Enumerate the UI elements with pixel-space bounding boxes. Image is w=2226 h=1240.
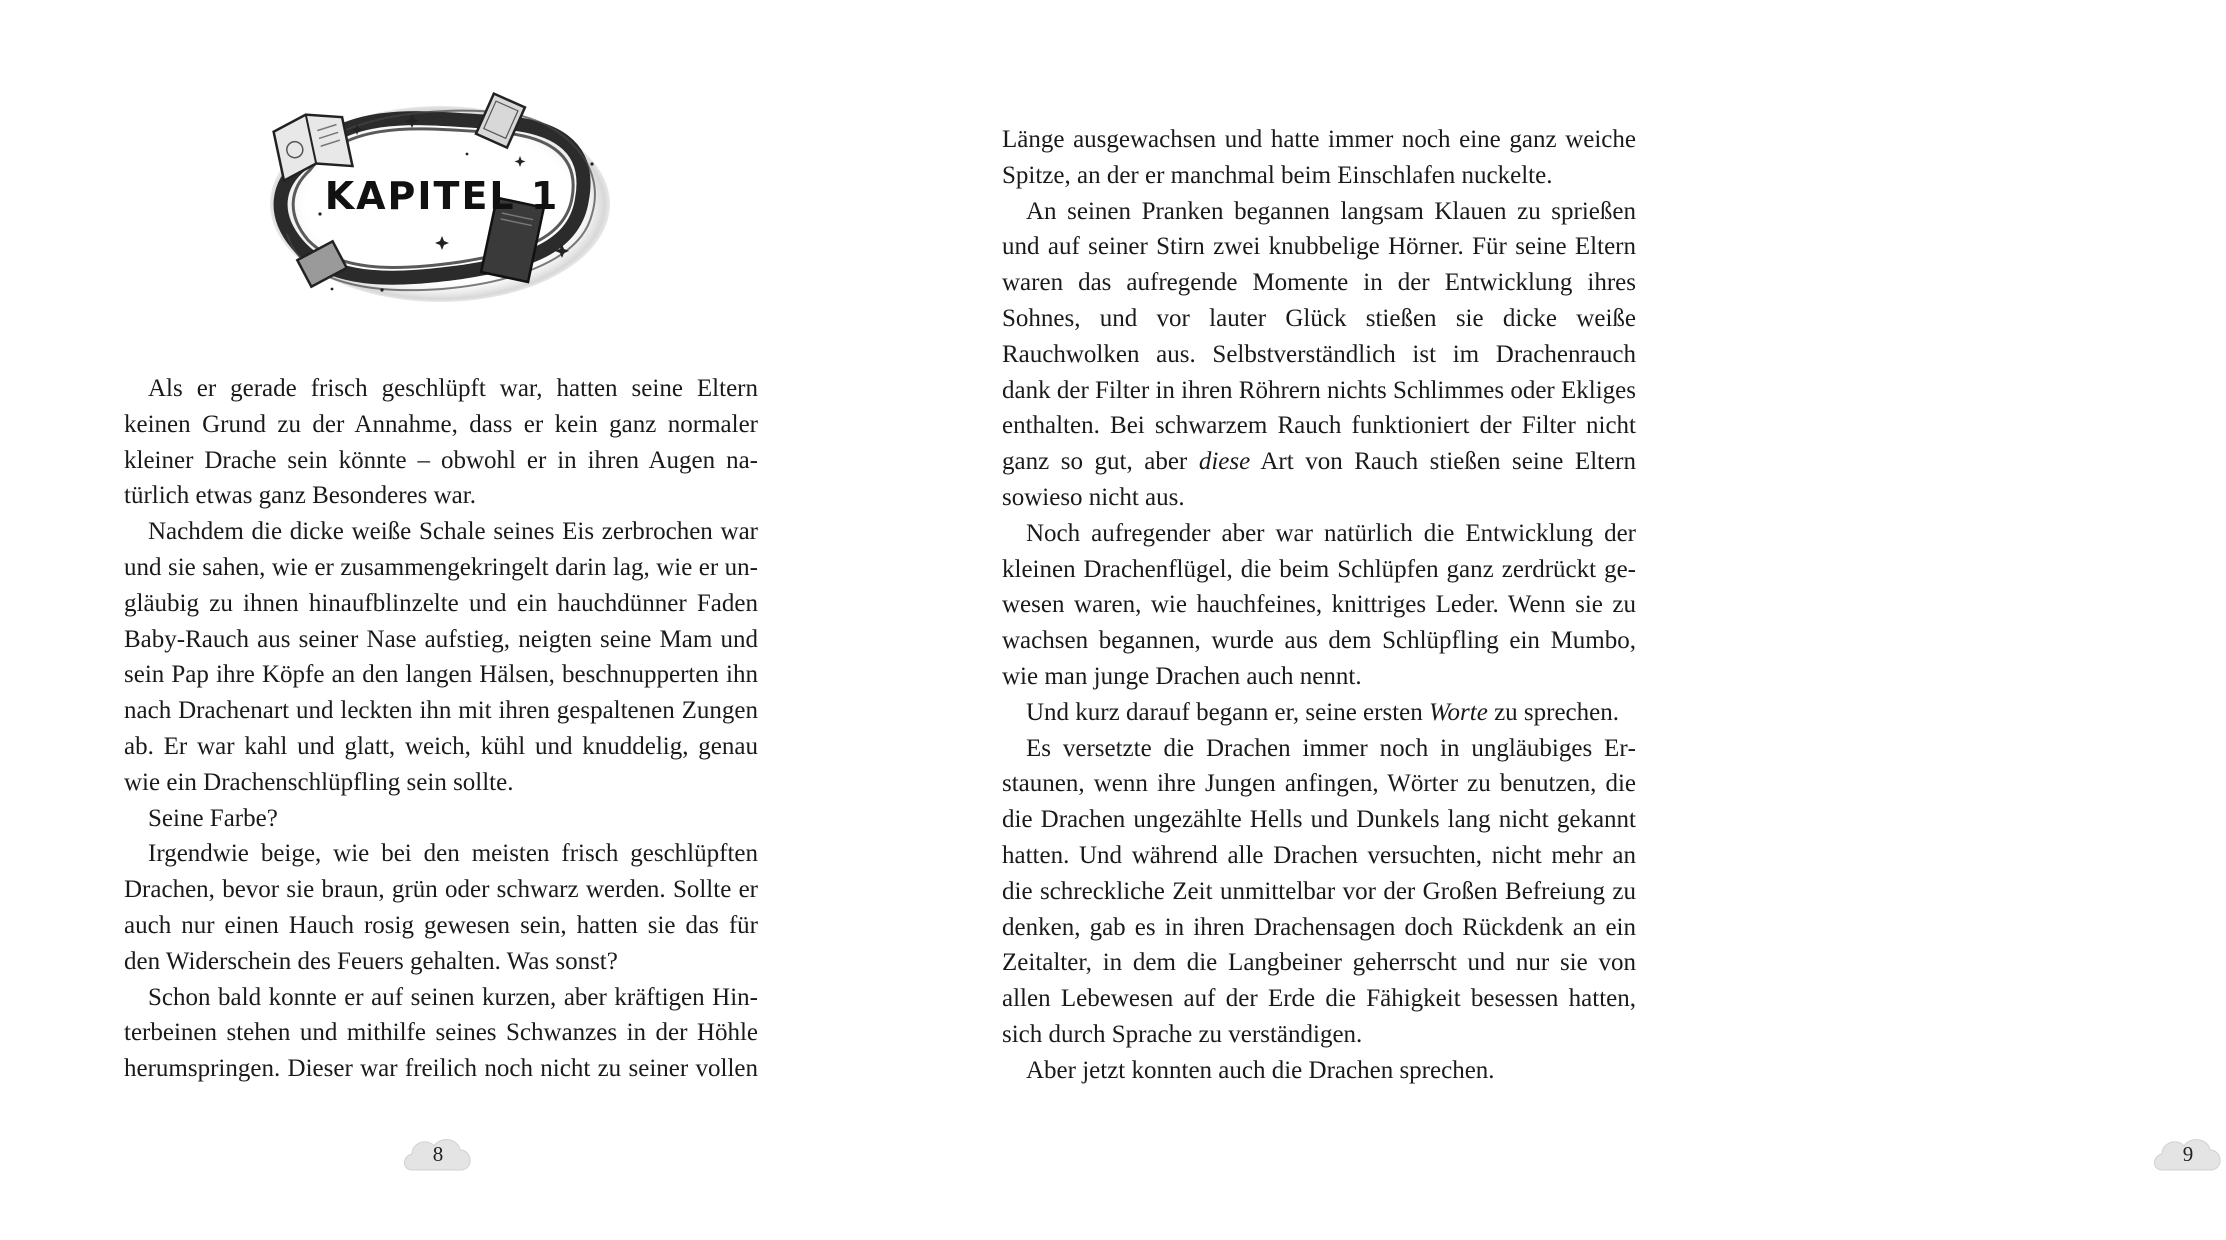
right-page [874,0,2194,1240]
paragraph: Irgendwie beige, wie bei den meisten frisch geschlüpften Drachen, bevor sie braun, grün oder schwarz werden. Sollte er auch nur einen Hauch rosig gewesen sein, hatten sie das für den Widerschein des Feuers gehalten. Was sonst? [124,840,758,975]
emphasis: diese [1198,448,1251,476]
paragraph [1002,194,1636,516]
paragraph: Nachdem die dicke weiße Schale seines Eis zerbrochen war und sie sahen, wie er zusammengekringelt darin lag, wie er ungläubig zu ihnen hinaufblinzelte und ein hauchdünner Faden Baby-Rauch aus seiner Nase aufstieg, neigten seine Mam und sein Pap ihre Köpfe an den langen Hälsen, beschnupperten ihn nach Drachenart und leckten ihn mit ihren gespaltenen Zungen ab. Er war kahl und glatt, weich, kühl und knuddelig, genau wie ein Drachenschlüpfling sein sollte. [124,518,758,796]
paragraph: Seine Farbe? [148,804,278,832]
paragraph-text: Und kurz darauf begann er, seine ersten [1026,698,1429,726]
paragraph-text: zu sprechen. [1487,698,1620,726]
page-number: 8 [432,1142,444,1166]
left-text-column [124,371,758,1087]
paragraph [1002,695,1636,731]
paragraph: Schon bald konnte er auf seinen kurzen, aber kräftigen Hinterbeinen stehen und mithilfe seines Schwanzes in der Höhle herumspringen. Dieser war freilich noch nicht zu seiner vollen [124,983,758,1083]
paragraph-text: Art von Rauch stießen seine Eltern sowieso nicht aus. [1002,448,1637,511]
left-page [0,0,874,1240]
paragraph: Es versetzte die Drachen immer noch in ungläubiges Erstaunen, wenn ihre Jungen anfingen, Wörter zu benutzen, die die Drachen ungezählte Hells und Dunkels lang nicht gekannt hatten. Und während alle Drachen versuchten, nicht mehr an die schreckliche Zeit unmittelbar vor der Großen Befreiung zu denken, gab es in ihren Drachensagen doch Rückdenk an ein Zeitalter, in dem die Langbeiner geherrscht und nur sie von allen Lebewesen auf der Erde die Fähigkeit besessen hatten, sich durch Sprache zu verständigen. [1002,734,1636,1048]
page-number-left [400,1130,476,1180]
right-text-column [1002,122,1636,1089]
chapter-heading [262,94,622,320]
emphasis: Worte [1429,698,1488,726]
paragraph: Noch aufregender aber war natürlich die Entwicklung der kleinen Drachenflügel, die beim Schlüpfen ganz zerdrückt gewesen waren, wie hauchfeines, knittriges Leder. Wenn sie zu wachsen begannen, wurde aus dem Schlüpfling ein Mumbo, wie man junge Drachen auch nennt. [1002,519,1636,690]
paragraph: Länge ausgewachsen und hatte immer noch eine ganz weiche Spitze, an der er manchmal beim Einschlafen nuckelte. [1002,126,1636,189]
paragraph-text: An seinen Pranken begannen langsam Klauen zu sprießen und auf seiner Stirn zwei knubbelige Hörner. Für seine Eltern waren das aufregende Momente in der Entwicklung ihres Sohnes, und vor lauter Glück stießen sie dicke weiße Rauchwolken aus. Selbstverständlich ist im Drachenrauch dank der Filter in ihren Röhrern nichts Schlimmes oder Ekliges enthalten. Bei schwarzem Rauch funktioniert der Filter nicht ganz so gut, aber [1002,197,1636,476]
paragraph: Als er gerade frisch geschlüpft war, hatten seine Eltern keinen Grund zu der Annahme, dass er kein ganz normaler kleiner Drache sein könnte – obwohl er in ihren Augen natürlich etwas ganz Besonderes war. [124,375,758,510]
chapter-title: KAPITEL 1 [324,174,560,218]
page-number-right [2150,1130,2226,1180]
paragraph: Aber jetzt konnten auch die Drachen sprechen. [1026,1056,1495,1084]
page-number: 9 [2182,1142,2194,1166]
